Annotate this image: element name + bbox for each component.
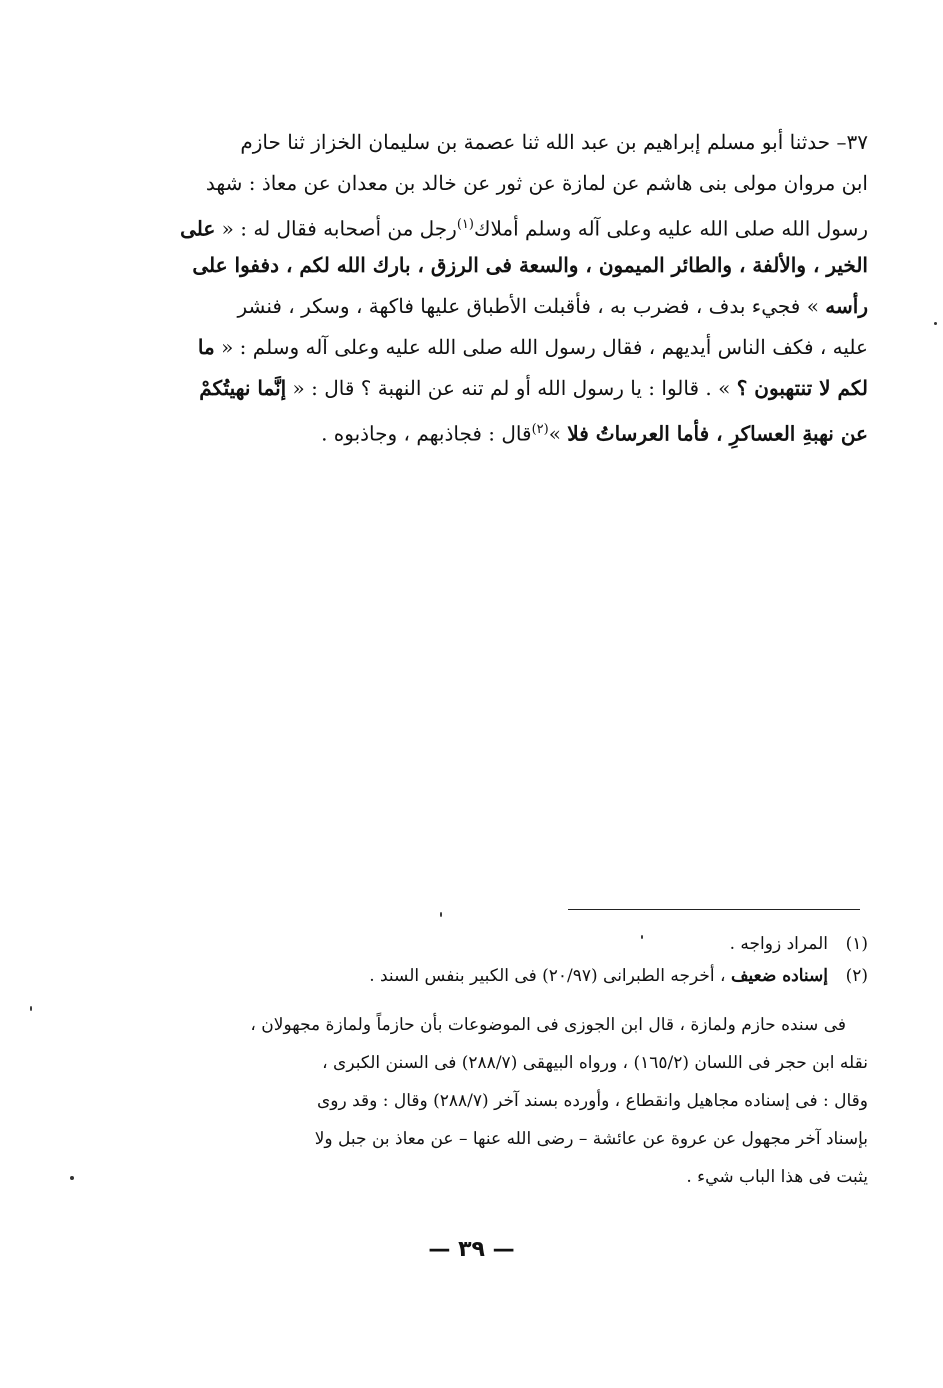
footnote-line: بإسناد آخر مجهول عن عروة عن عائشة – رضى الله عنها – عن معاذ بن جبل ولا	[314, 1129, 868, 1149]
scan-speck	[30, 1006, 32, 1011]
text-line	[128, 327, 868, 368]
text-line	[128, 122, 868, 163]
footnote-text	[128, 928, 828, 960]
footnote-line: فى سنده حازم ولمازة ، قال ابن الجوزى فى الموضوعات بأن حازماً ولمازة مجهولان ،	[250, 1015, 846, 1035]
footnote-item	[128, 960, 868, 992]
footnote-line: يثبت فى هذا الباب شيء .	[686, 1167, 868, 1187]
text-line	[128, 286, 868, 327]
text-run: رسول الله صلى الله عليه وعلى آله وسلم أملاك	[473, 216, 868, 241]
text-run: ابن مروان مولى بنى هاشم عن لمازة عن ثور عن خالد بن معدان عن معاذ : شهد	[205, 171, 868, 195]
bold-text-run: لكم لا تنتهبون ؟	[736, 376, 868, 400]
scan-speck	[934, 322, 937, 325]
text-line	[128, 409, 868, 450]
footnote-text	[128, 960, 828, 992]
text-line	[128, 204, 868, 245]
bold-text-run: على	[180, 216, 216, 241]
text-run: ٣٧– حدثنا أبو مسلم إبراهيم بن عبد الله ثنا عصمة بن سليمان الخزاز ثنا حازم	[240, 130, 868, 154]
text-run: عليه ، فكف الناس أيديهم ، فقال رسول الله صلى الله عليه وعلى آله وسلم : «	[214, 335, 868, 359]
bold-text-run: عن نهبةِ العساكرِ ، فأما العرساتُ فلا	[567, 421, 868, 446]
text-run: المراد زواجه .	[729, 934, 828, 954]
page-number: — ٣٩ —	[428, 1237, 515, 1262]
text-run: رجل من أصحابه فقال له : «	[215, 216, 457, 241]
footnote-item	[128, 928, 868, 960]
text-line	[128, 368, 868, 409]
footnote-list	[128, 928, 868, 992]
bold-text-run: إنَّما نهيتُكمْ	[199, 376, 287, 400]
footnote-marker: (١)	[456, 217, 474, 232]
bold-text-run: رأسه	[825, 294, 868, 318]
text-run: قال : فجاذبهم ، وجاذبوه .	[321, 421, 532, 446]
footnote-number: (١)	[845, 934, 868, 954]
bold-text-run: إسناده ضعيف	[730, 966, 828, 986]
text-run: ، أخرجه الطبرانى (٢٠/٩٧) فى الكبير بنفس السند .	[369, 966, 731, 986]
text-run: »	[548, 421, 568, 446]
footnote-marker: (٢)	[531, 422, 549, 437]
scan-speck	[70, 1176, 74, 1180]
footnote-separator	[568, 909, 860, 910]
footnote-continuation	[128, 1006, 868, 1196]
hadith-text	[128, 122, 868, 450]
bold-text-run: ما	[197, 335, 215, 359]
text-run: » . قالوا : يا رسول الله أو لم تنه عن النهبة ؟ قال : «	[286, 376, 737, 400]
footnote-line: وقال : فى إسناده مجاهيل وانقطاع ، وأورده بسند آخر (٢٨٨/٧) وقال : وقد روى	[316, 1091, 868, 1111]
footnote-number: (٢)	[845, 966, 868, 986]
text-line	[128, 245, 868, 286]
bold-text-run: الخير ، والألفة ، والطائر الميمون ، والسعة فى الرزق ، بارك الله لكم ، دففوا على	[192, 253, 868, 277]
scan-speck	[440, 912, 442, 917]
scan-speck	[641, 935, 643, 939]
footnotes	[128, 928, 868, 1196]
text-run: » فجيء بدف ، فضرب به ، فأقبلت الأطباق عليها فاكهة ، وسكر ، فنشر	[237, 294, 826, 318]
footnote-line: نقله ابن حجر فى اللسان (١٦٥/٢) ، ورواه البيهقى (٢٨٨/٧) فى السنن الكبرى ،	[322, 1053, 868, 1073]
text-line	[128, 163, 868, 204]
